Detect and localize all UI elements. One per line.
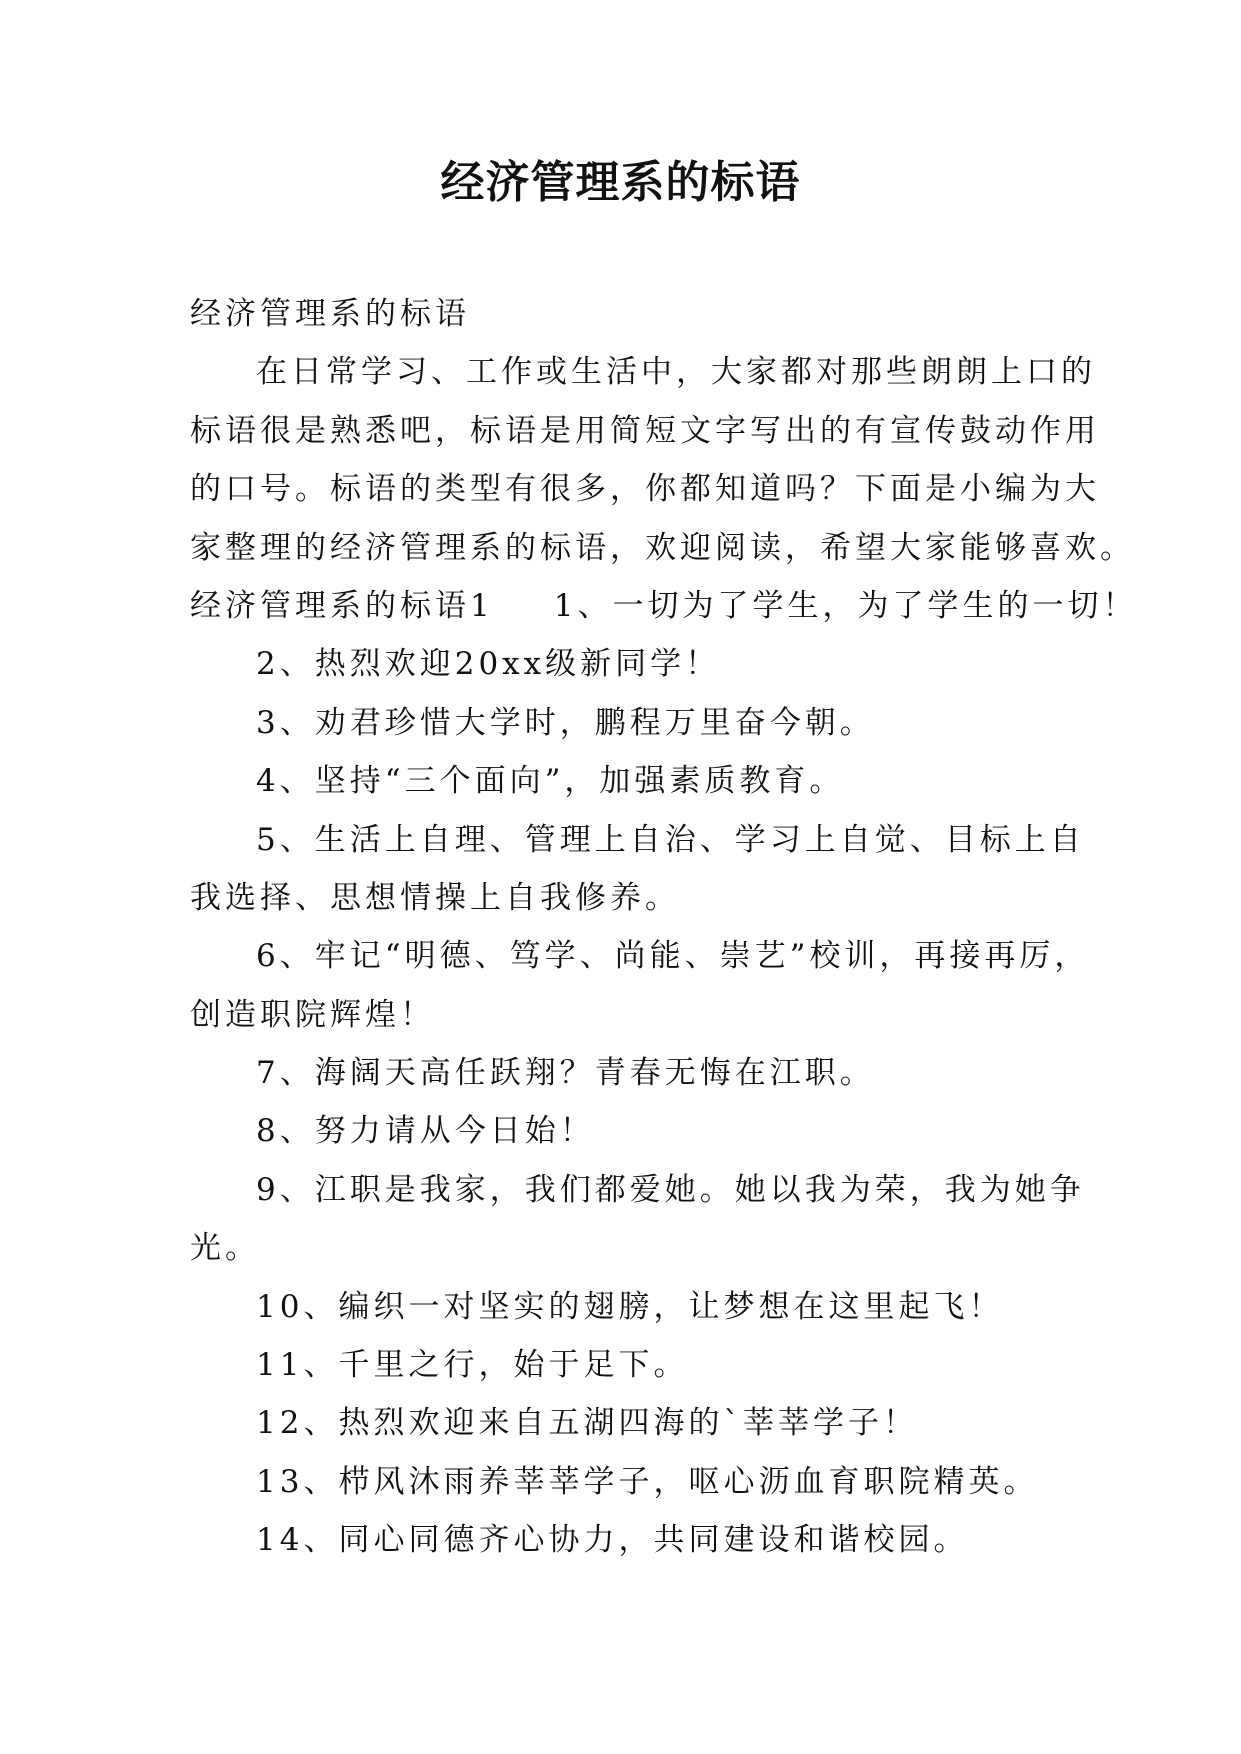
subtitle: 经济管理系的标语 [190, 296, 470, 332]
section-heading-line [190, 577, 1138, 635]
slogan-item-13: 13、栉风沐雨养莘莘学子，呕心沥血育职院精英。 [256, 1463, 1039, 1500]
slogan-item-10: 10、编织一对坚实的翅膀，让梦想在这里起飞！ [256, 1288, 1004, 1325]
section-heading: 经济管理系的标语1 [190, 587, 494, 624]
intro-line-4: 家整理的经济管理系的标语，欢迎阅读，希望大家能够喜欢。 [190, 529, 1135, 566]
slogan-item-14: 14、同心同德齐心协力，共同建设和谐校园。 [256, 1522, 969, 1559]
intro-line-2: 标语很是熟悉吧，标语是用简短文字写出的有宣传鼓动作用 [190, 412, 1100, 449]
slogan-item-7: 7、海阔天高任跃翔？青春无悔在江职。 [256, 1055, 875, 1092]
intro-line-1: 在日常学习、工作或生活中，大家都对那些朗朗上口的 [256, 354, 1096, 391]
slogan-item-11: 11、千里之行，始于足下。 [256, 1347, 689, 1384]
slogan-item-5-line-1: 5、生活上自理、管理上自治、学习上自觉、目标上自 [256, 821, 1085, 858]
slogan-item-4: 4、坚持“三个面向”，加强素质教育。 [256, 763, 845, 800]
slogan-item-2: 2、热烈欢迎20xx级新同学！ [256, 646, 721, 683]
slogan-item-5-line-2: 我选择、思想情操上自我修养。 [190, 879, 680, 916]
document-title: 经济管理系的标语 [440, 157, 801, 208]
slogan-item-1: 1、一切为了学生，为了学生的一切！ [553, 587, 1138, 624]
slogan-item-3: 3、劝君珍惜大学时，鹏程万里奋今朝。 [256, 704, 875, 741]
slogan-item-6-line-2: 创造职院辉煌！ [190, 996, 435, 1033]
slogan-item-8: 8、努力请从今日始！ [256, 1113, 595, 1150]
slogan-item-9-line-1: 9、江职是我家，我们都爱她。她以我为荣，我为她争 [256, 1171, 1085, 1208]
intro-line-3: 的口号。标语的类型有很多，你都知道吗？下面是小编为大 [190, 471, 1100, 508]
slogan-item-9-line-2: 光。 [190, 1230, 260, 1267]
slogan-item-12: 12、热烈欢迎来自五湖四海的`莘莘学子！ [256, 1405, 918, 1442]
document-body [190, 285, 1138, 1570]
slogan-item-6-line-1: 6、牢记“明德、笃学、尚能、崇艺”校训，再接再厉， [256, 938, 1090, 975]
